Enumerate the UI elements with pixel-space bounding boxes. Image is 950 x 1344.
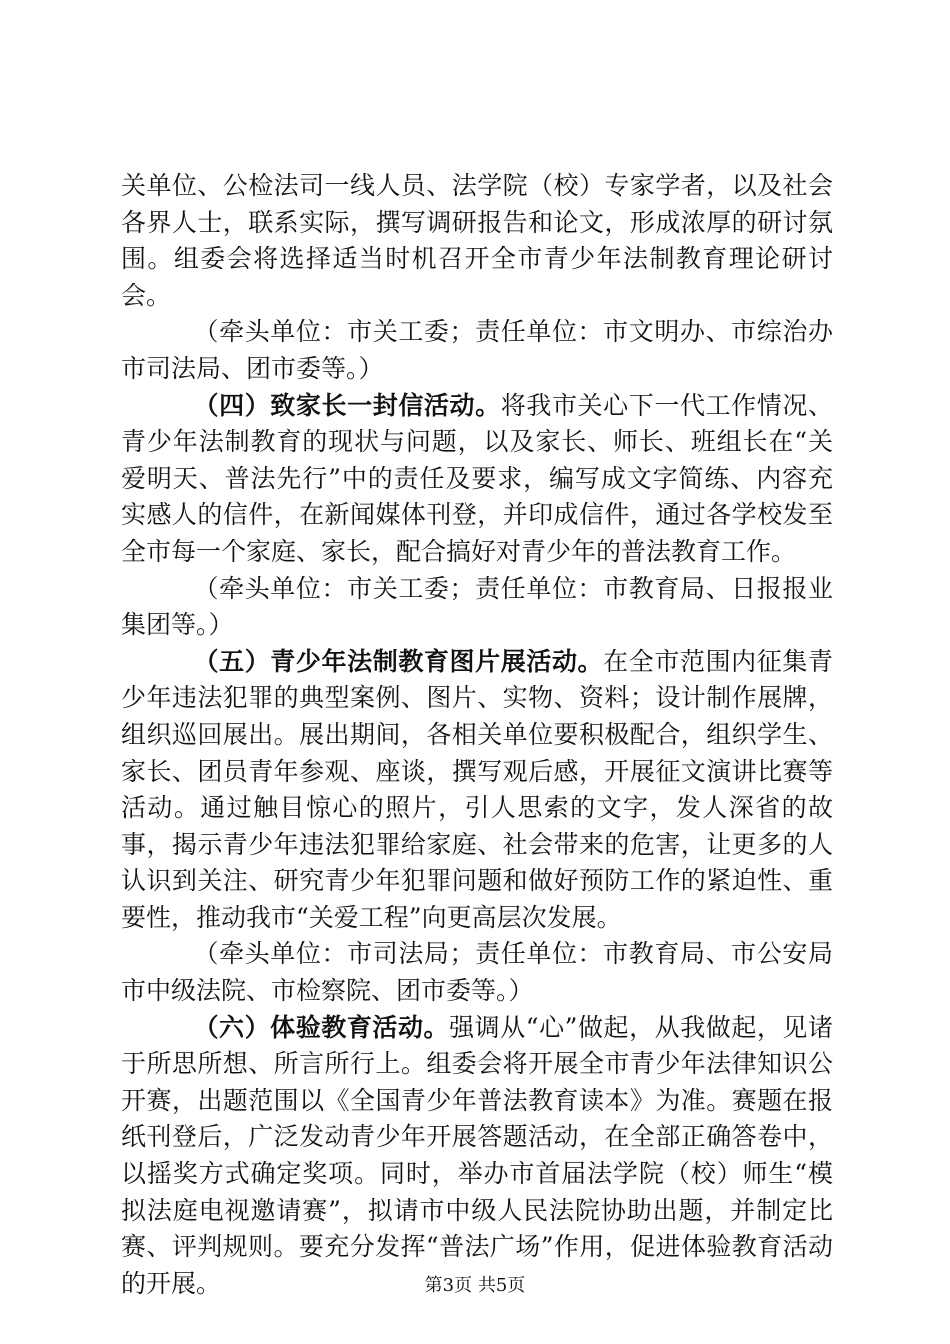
paragraph-research-continuation: 关单位、公检法司一线人员、法学院（校）专家学者，以及社会各界人士，联系实际，撰写调研报告和论文，形成浓厚的研讨氛围。组委会将选择适当时机召开全市青少年法制教育理论研讨会。	[121, 171, 833, 310]
page-number-footer: 第3页 共5页	[424, 1275, 526, 1296]
section-heading-5: （五）青少年法制教育图片展活动。	[193, 646, 604, 676]
section-heading-6: （六）体验教育活动。	[193, 1012, 450, 1042]
section-body-4: 将我市关心下一代工作情况、青少年法制教育的现状与问题，以及家长、师长、班组长在“关爱明天、普法先行”中的责任及要求，编写成文字简练、内容充实感人的信件，在新闻媒体刊登，并印成信件，通过各学校发至全市每一个家庭、家长，配合搞好对青少年的普法教育工作。	[121, 390, 833, 566]
paragraph-photo-exhibition	[121, 644, 833, 937]
paragraph-lead-units-5: （牵头单位：市司法局；责任单位：市教育局、市公安局市中级法院、市检察院、团市委等。）	[121, 939, 833, 1006]
section-heading-4: （四）致家长一封信活动。	[193, 390, 501, 420]
paragraph-experience-education	[121, 1010, 833, 1303]
section-body-6: 强调从“心”做起，从我做起，见诸于所思所想、所言所行上。组委会将开展全市青少年法律知识公开赛，出题范围以《全国青少年普法教育读本》为准。赛题在报纸刊登后，广泛发动青少年开展答题活动，在全部正确答卷中，以摇奖方式确定奖项。同时，举办市首届法学院（校）师生“模拟法庭电视邀请赛”，拟请市中级人民法院协助出题，并制定比赛、评判规则。要充分发挥“普法广场”作用，促进体验教育活动的开展。	[121, 1012, 833, 1298]
section-body-5: 在全市范围内征集青少年违法犯罪的典型案例、图片、实物、资料；设计制作展牌，组织巡回展出。展出期间，各相关单位要积极配合，组织学生、家长、团员青年参观、座谈，撰写观后感，开展征文演讲比赛等活动。通过触目惊心的照片，引人思索的文字，发人深省的故事，揭示青少年违法犯罪给家庭、社会带来的危害，让更多的人认识到关注、研究青少年犯罪问题和做好预防工作的紧迫性、重要性，推动我市“关爱工程”向更高层次发展。	[121, 646, 833, 932]
paragraph-lead-units-3: （牵头单位：市关工委；责任单位：市文明办、市综治办市司法局、团市委等。）	[121, 317, 833, 383]
paragraph-lead-units-4: （牵头单位：市关工委；责任单位：市教育局、日报报业集团等。）	[121, 573, 833, 640]
document-body	[121, 168, 833, 1302]
paragraph-letter-to-parents	[121, 388, 833, 571]
